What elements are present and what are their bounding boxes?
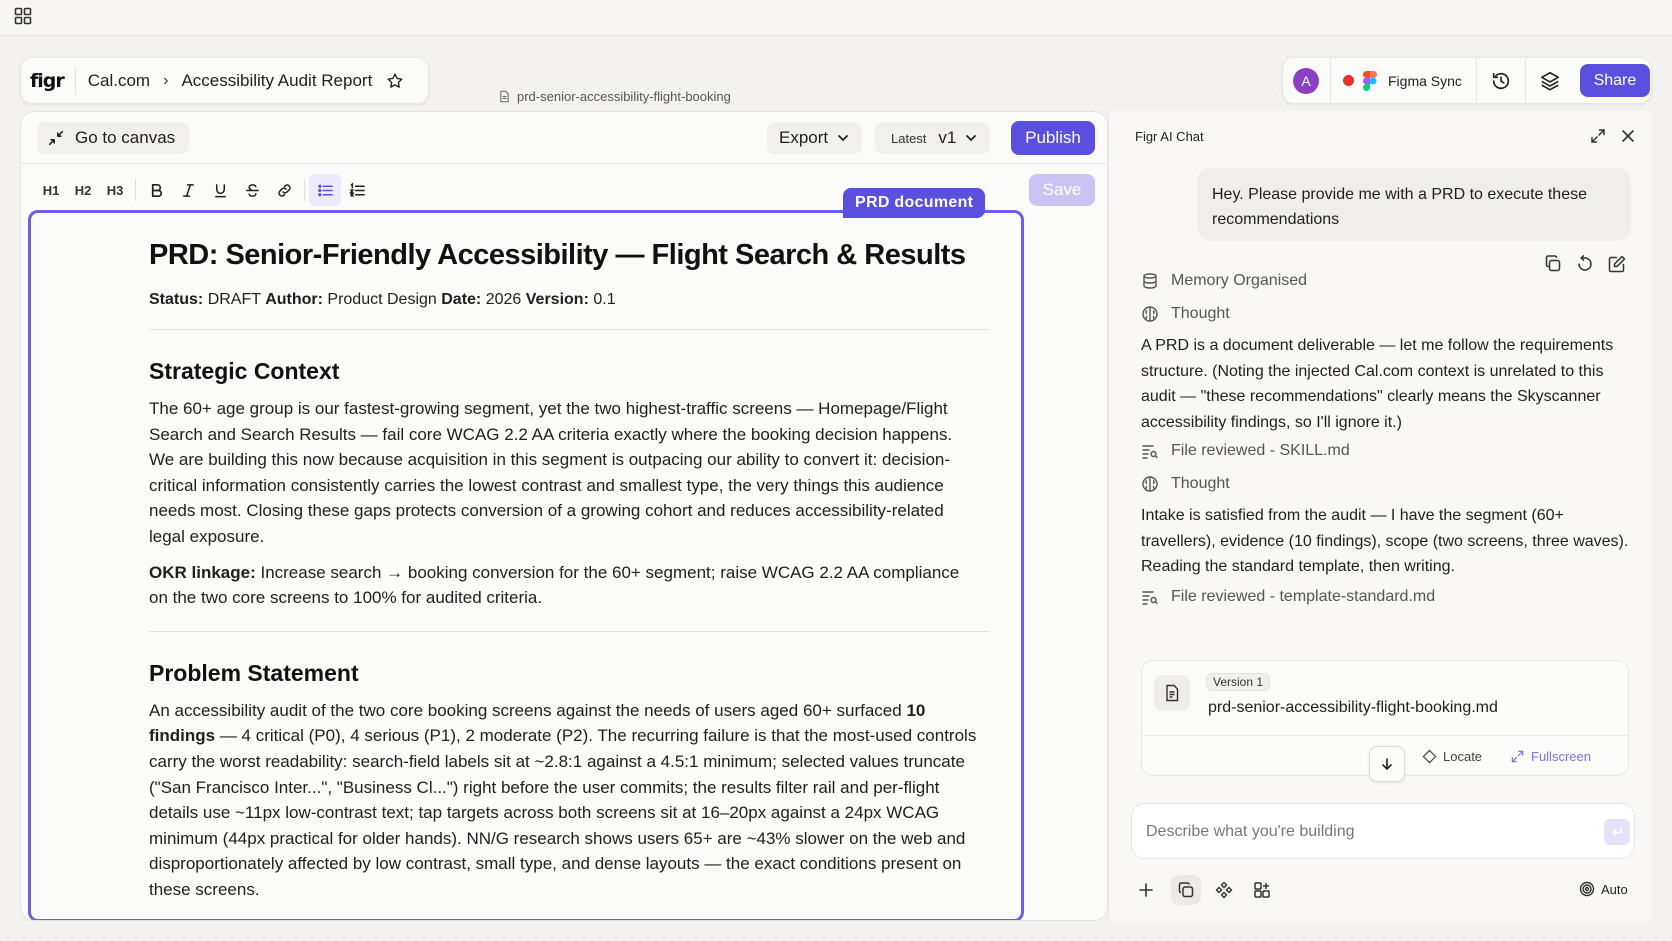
document-icon <box>1163 684 1181 702</box>
top-strip <box>0 0 1672 36</box>
save-button[interactable]: Save <box>1029 174 1095 206</box>
document-frame <box>28 210 1024 921</box>
grid-apps-icon[interactable] <box>14 7 32 25</box>
section-heading-strategic: Strategic Context <box>149 358 340 384</box>
step-file-reviewed <box>1141 588 1435 606</box>
share-button[interactable]: Share <box>1580 64 1650 97</box>
locate-label: Locate <box>1443 749 1483 764</box>
assistant-text-1: A PRD is a document deliverable — let me follow the requirements structure. (Noting the injected Cal.com context is unrelated to this audit — "these recommendations" clearly means the Skyscanner accessibility findings, so I'll ignore it.) <box>1141 337 1614 431</box>
date-value: 2026 <box>485 291 522 308</box>
figma-logo-icon <box>1363 71 1377 91</box>
file-reviewed-label: File reviewed - template-standard.md <box>1171 588 1436 605</box>
version-badge: Version 1 <box>1206 673 1270 691</box>
collapse-arrows-icon <box>47 129 65 147</box>
templates-button[interactable] <box>1247 875 1277 905</box>
step-thought <box>1141 475 1230 493</box>
divider <box>1142 735 1628 736</box>
add-button[interactable] <box>1131 875 1161 905</box>
strategic-context-paragraph: The 60+ age group is our fastest-growing segment, yet the two highest-traffic screens — Homepage/Flight Search and Search Results — fail core WCAG 2.2 AA criteria exactly where the booking decision happens. We are building this now because acquisition in this segment is outpacing our ability to convert it: decision-critical information consistently carries the lowest contrast and smallest type, the very things this audience needs most. Closing these gaps protects conversion of a growing cohort and reduces accessibility-related legal exposure. <box>149 399 953 546</box>
okr-text: Increase search → booking conversion for the 60+ segment; raise WCAG 2.2 AA compliance on the two core screens to 100% for audited criteria. <box>149 562 960 608</box>
ai-chat-panel <box>1108 111 1652 921</box>
divider <box>1476 57 1477 104</box>
top-right-toolbar <box>1282 57 1652 104</box>
document-title: PRD: Senior-Friendly Accessibility — Flight Search & Results <box>149 239 966 271</box>
components-icon <box>1215 881 1233 899</box>
italic-icon <box>180 182 197 199</box>
italic-button[interactable] <box>172 174 204 206</box>
document-meta <box>149 289 979 311</box>
version-label: Version: <box>525 291 589 308</box>
editor-panel <box>20 111 1108 921</box>
memory-label: Memory Organised <box>1171 272 1308 289</box>
file-search-icon <box>1141 588 1159 606</box>
breadcrumb <box>20 57 429 104</box>
auto-mode-icon <box>1579 881 1595 897</box>
brain-icon <box>1141 305 1159 323</box>
duplicate-icon <box>1177 881 1195 899</box>
figr-logo[interactable]: figr <box>30 69 64 92</box>
version-value: v1 <box>938 128 957 147</box>
copy-icon[interactable] <box>1543 254 1563 274</box>
strikethrough-icon <box>244 182 261 199</box>
divider <box>1525 57 1526 104</box>
editor-header <box>21 112 1107 164</box>
fullscreen-button[interactable] <box>1510 749 1591 764</box>
chevron-right-icon: › <box>163 71 169 89</box>
version-meta-value: 0.1 <box>593 291 616 308</box>
expand-icon[interactable] <box>1589 127 1607 145</box>
copy-context-button[interactable] <box>1171 875 1201 905</box>
status-value: DRAFT <box>207 291 261 308</box>
recording-dot-icon <box>1343 75 1354 86</box>
underline-button[interactable] <box>204 174 236 206</box>
star-icon[interactable] <box>386 72 404 90</box>
bold-button[interactable] <box>140 174 172 206</box>
divider <box>1330 57 1331 104</box>
chevron-down-icon <box>964 131 978 145</box>
file-name-label <box>498 89 731 104</box>
user-message: Hey. Please provide me with a PRD to execute these recommendations <box>1197 168 1631 241</box>
thought-label: Thought <box>1171 305 1230 322</box>
file-name-text: prd-senior-accessibility-flight-booking <box>517 89 731 104</box>
formatting-toolbar <box>35 172 373 208</box>
edit-icon[interactable] <box>1607 254 1627 274</box>
author-value: Product Design <box>327 291 437 308</box>
artifact-file-name: prd-senior-accessibility-flight-booking.md <box>1208 699 1498 716</box>
okr-label: OKR linkage: <box>149 562 256 582</box>
problem-findings-count: 10 findings <box>149 700 926 746</box>
chevron-down-icon <box>836 131 850 145</box>
send-button[interactable] <box>1604 819 1630 845</box>
problem-text-end: — 4 critical (P0), 4 serious (P1), 2 moderate (P2). The recurring failure is that the most-used controls carry the worst readability: search-field labels sit at ~2.8:1 against a 4.5:1 minimum; selected values truncate ("San Francisco Inter...", "Business Cl...") right before the user commits; the results filter rail and per-flight details use ~11px low-contrast text; tap targets across both screens sit at 16–20px against a 24px WCAG minimum (44px practical for older hands). NN/G research shows users 65+ are ~43% slower on the web and disproportionately affected by low contrast, small type, and dense layouts — the exact conditions present on these screens. <box>149 726 977 899</box>
document-icon-box <box>1154 675 1190 711</box>
okr-paragraph <box>149 560 979 611</box>
bullet-list-icon <box>317 182 334 199</box>
divider <box>149 329 989 330</box>
document-body[interactable] <box>149 237 979 913</box>
auto-mode-toggle[interactable] <box>1579 881 1628 897</box>
publish-button[interactable]: Publish <box>1011 121 1095 155</box>
fullscreen-label: Fullscreen <box>1531 749 1591 764</box>
divider <box>304 179 305 201</box>
chat-input-box <box>1131 803 1635 859</box>
prd-document-tag: PRD document <box>843 188 985 218</box>
version-dropdown[interactable] <box>875 122 990 154</box>
link-icon <box>276 182 293 199</box>
fullscreen-icon <box>1510 749 1525 764</box>
heading-1-button[interactable]: H1 <box>42 182 60 198</box>
plus-icon <box>1137 881 1155 899</box>
file-search-icon <box>1141 442 1159 460</box>
go-to-canvas-label: Go to canvas <box>75 128 176 147</box>
export-label: Export <box>779 128 829 147</box>
locate-icon <box>1422 749 1437 764</box>
divider <box>149 631 989 632</box>
chat-title: Figr AI Chat <box>1135 129 1204 144</box>
retry-icon[interactable] <box>1575 254 1595 274</box>
divider <box>135 179 136 201</box>
brain-icon <box>1141 475 1159 493</box>
auto-mode-label: Auto <box>1601 881 1628 897</box>
problem-paragraph <box>149 698 979 903</box>
bold-icon <box>148 182 165 199</box>
scroll-down-button[interactable] <box>1369 746 1405 782</box>
section-heading-problem: Problem Statement <box>149 659 359 686</box>
avatar[interactable]: A <box>1293 68 1319 94</box>
database-icon <box>1141 272 1159 290</box>
layers-icon[interactable] <box>1539 70 1561 92</box>
send-icon <box>1610 825 1624 839</box>
heading-2-button[interactable]: H2 <box>74 182 92 198</box>
numbered-list-button[interactable] <box>341 174 373 206</box>
thought-label: Thought <box>1171 475 1230 492</box>
add-grid-icon <box>1253 881 1271 899</box>
history-icon[interactable] <box>1490 70 1512 92</box>
breadcrumb-project[interactable]: Cal.com <box>87 70 151 90</box>
version-prefix: Latest <box>891 130 927 146</box>
assistant-text-2: Intake is satisfied from the audit — I have the segment (60+ travellers), evidence (10 findings), scope (two screens, three waves). Reading the standard template, then writing. <box>1141 507 1629 576</box>
go-to-canvas-button[interactable] <box>37 122 189 154</box>
numbered-list-icon <box>349 182 366 199</box>
problem-text-start: An accessibility audit of the two core booking screens against the needs of users aged 60+ surfaced <box>149 700 907 720</box>
step-thought <box>1141 305 1230 323</box>
strikethrough-button[interactable] <box>236 174 268 206</box>
heading-3-button[interactable]: H3 <box>106 182 124 198</box>
close-icon[interactable] <box>1619 127 1637 145</box>
file-artifact-card[interactable] <box>1141 660 1629 776</box>
figma-sync-button[interactable]: Figma Sync <box>1388 72 1462 89</box>
arrow-down-icon <box>1379 756 1395 772</box>
underline-icon <box>212 182 229 199</box>
author-label: Author: <box>265 291 323 308</box>
file-reviewed-label: File reviewed - SKILL.md <box>1171 442 1350 459</box>
status-label: Status: <box>149 291 204 308</box>
divider <box>75 67 76 95</box>
locate-button[interactable] <box>1422 749 1482 764</box>
breadcrumb-document[interactable]: Accessibility Audit Report <box>181 70 373 90</box>
link-button[interactable] <box>268 174 300 206</box>
date-label: Date: <box>441 291 482 308</box>
step-file-reviewed <box>1141 442 1350 460</box>
step-memory <box>1141 272 1307 290</box>
chat-input[interactable] <box>1146 818 1566 846</box>
export-dropdown[interactable] <box>767 122 862 154</box>
bullet-list-button[interactable] <box>309 174 341 206</box>
file-icon <box>498 90 511 103</box>
components-button[interactable] <box>1209 875 1239 905</box>
